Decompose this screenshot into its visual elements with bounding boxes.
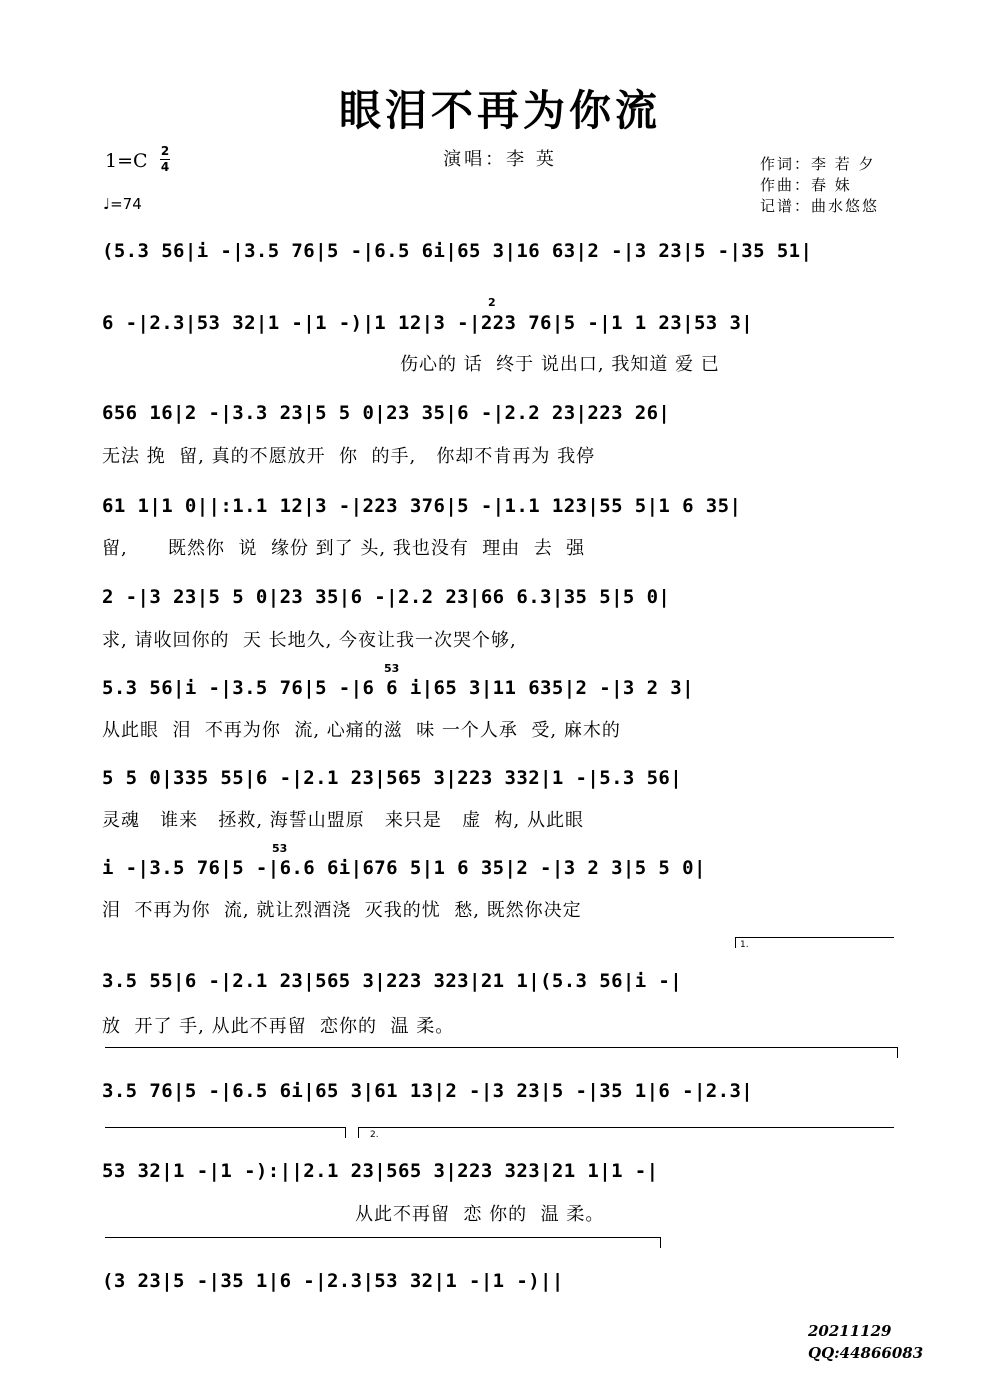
lyrics-line-7: 灵魂 谁来 拯救, 海誓山盟原 来只是 虚 构, 从此眼 — [102, 810, 584, 831]
lyrics-line-9: 放 开了 手, 从此不再留 恋你的 温 柔。 — [102, 1016, 455, 1037]
notation-line-10: 3.5 76|5 -|6.5 6i|65 3|61 13|2 -|3 23|5 -|35 1|6 -|2.3| — [102, 1080, 754, 1102]
lyrics-line-4: 留, 既然你 说 缘份 到了 头, 我也没有 理由 去 强 — [102, 538, 586, 559]
notation-line-3: 656 16|2 -|3.3 23|5 5 0|23 35|6 -|2.2 23|223 26| — [102, 402, 671, 424]
notation-line-12: (3 23|5 -|35 1|6 -|2.3|53 32|1 -|1 -)|| — [102, 1270, 564, 1292]
time-signature — [160, 145, 170, 174]
time-top: 2 — [160, 144, 170, 158]
volta-1-label: 1. — [740, 940, 749, 950]
singer-credit: 演唱：李 英 — [443, 149, 557, 170]
lyrics-line-6: 从此眼 泪 不再为你 流, 心痛的滋 味 一个人承 受, 麻木的 — [102, 720, 621, 741]
volta-1-continuation — [105, 1047, 898, 1058]
time-bottom: 4 — [160, 160, 170, 174]
lyrics-line-8: 泪 不再为你 流, 就让烈酒浇 灭我的忧 愁, 既然你决定 — [102, 900, 582, 921]
lyrics-line-5: 求, 请收回你的 天 长地久, 今夜让我一次哭个够, — [102, 630, 517, 651]
lyrics-line-3: 无法 挽 留, 真的不愿放开 你 的手, 你却不肯再为 我停 — [102, 446, 596, 467]
notation-line-11: 53 32|1 -|1 -):||2.1 23|565 3|223 323|21 1|1 -| — [102, 1160, 659, 1182]
notation-line-9: 3.5 55|6 -|2.1 23|565 3|223 323|21 1|(5.3 56|i -| — [102, 970, 683, 992]
volta-2-label: 2. — [370, 1130, 379, 1140]
quarter-note-icon: ♩ — [103, 195, 111, 213]
transcription-date: 20211129 — [808, 1322, 892, 1340]
transcriber-credit: 记谱：曲水悠悠 — [760, 197, 880, 215]
notation-line-4: 61 1|1 0||:1.1 12|3 -|223 376|5 -|1.1 123|55 5|1 6 35| — [102, 495, 742, 517]
volta-1-bracket — [735, 937, 894, 948]
notation-line-5: 2 -|3 23|5 5 0|23 35|6 -|2.2 23|66 6.3|35 5|5 0| — [102, 586, 671, 608]
notation-line-7: 5 5 0|335 55|6 -|2.1 23|565 3|223 332|1 -|5.3 56| — [102, 767, 683, 789]
grace-note-2: 53 — [384, 662, 400, 675]
lyricist-credit: 作词：李 若 夕 — [760, 155, 876, 173]
credits-block — [760, 154, 879, 217]
volta-2-continuation — [105, 1237, 661, 1248]
tempo-value: =74 — [110, 195, 142, 213]
notation-line-2: 6 -|2.3|53 32|1 -|1 -)|1 12|3 -|223 76|5 -|1 1 23|53 3| — [102, 312, 754, 334]
tempo-marking — [103, 195, 142, 213]
volta-2-bracket — [358, 1127, 894, 1138]
lyrics-line-2: 伤心的 话 终于 说出口, 我知道 爱 已 — [400, 354, 720, 375]
notation-line-6: 5.3 56|i -|3.5 76|5 -|6 6 i|65 3|11 635|2 -|3 2 3| — [102, 677, 694, 699]
volta-1-end — [105, 1127, 346, 1138]
notation-line-1: (5.3 56|i -|3.5 76|5 -|6.5 6i|65 3|16 63|2 -|3 23|5 -|35 51| — [102, 240, 813, 262]
lyrics-line-11: 从此不再留 恋 你的 温 柔。 — [355, 1204, 605, 1225]
grace-note-1: 2 — [488, 296, 496, 309]
grace-note-3: 53 — [272, 842, 288, 855]
key-signature: 1=C — [105, 150, 148, 172]
song-title: 眼泪不再为你流 — [338, 86, 661, 135]
contact-qq: QQ:44866083 — [808, 1344, 924, 1362]
notation-line-8: i -|3.5 76|5 -|6.6 6i|676 5|1 6 35|2 -|3 2 3|5 5 0| — [102, 857, 706, 879]
composer-credit: 作曲：春 妹 — [760, 176, 852, 194]
